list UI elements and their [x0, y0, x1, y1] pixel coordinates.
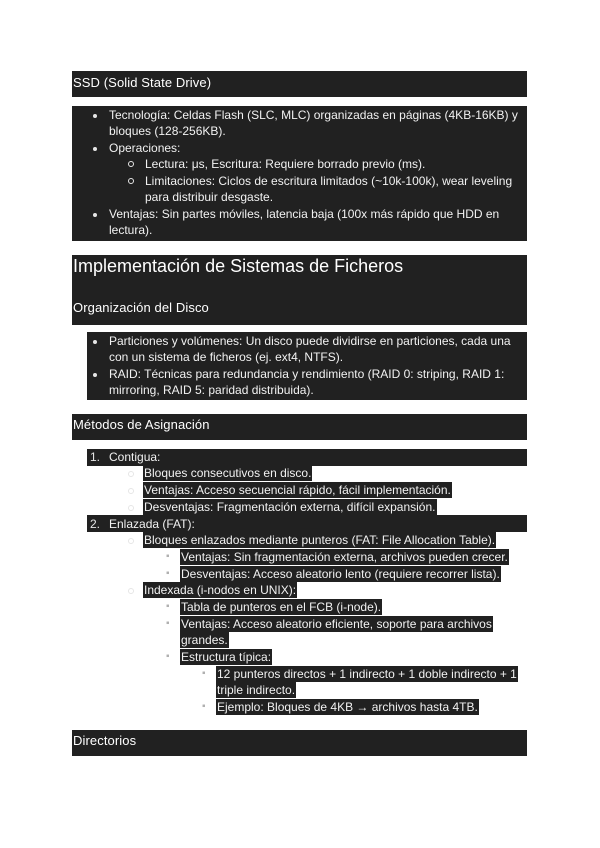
- ssd-ventajas-line2: lectura).: [109, 223, 153, 237]
- bullet-square: ▪: [166, 618, 170, 629]
- ssd-ops-limitaciones-line1: Limitaciones: Ciclos de escritura limitados (~10k-100k), wear leveling: [145, 174, 513, 188]
- contigua-ventajas: Ventajas: Acceso secuencial rápido, fácil implementación.: [144, 483, 451, 497]
- bullet-square: ▪: [202, 701, 206, 712]
- bullet-square: ▪: [166, 568, 170, 579]
- org-particiones-line1: Particiones y volúmenes: Un disco puede dividirse en particiones, cada una: [109, 334, 511, 348]
- impl-heading: Implementación de Sistemas de Ficheros: [73, 256, 404, 276]
- bullet-circle: [128, 538, 134, 544]
- bullet-circle: [128, 588, 134, 594]
- ssd-ops: Operaciones:: [109, 141, 181, 155]
- directorios-heading: Directorios: [73, 733, 137, 748]
- org-particiones-line2: con un sistema de ficheros (ej. ext4, NTFS).: [109, 350, 344, 364]
- bullet-circle: [128, 471, 134, 477]
- ssd-tech-line2: bloques (128-256KB).: [109, 124, 226, 138]
- indexada-ventajas-line2: grandes.: [181, 633, 228, 647]
- indexada-estructura: Estructura típica:: [181, 650, 272, 664]
- bullet-dot: [93, 147, 97, 151]
- bullet-square: ▪: [202, 668, 206, 679]
- enlazada-desventajas: Desventajas: Acceso aleatorio lento (requiere recorrer lista).: [181, 567, 500, 581]
- bullet-dot: [93, 213, 97, 217]
- indexada-ejemplo: Ejemplo: Bloques de 4KB → archivos hasta 4TB.: [217, 700, 478, 714]
- indexada-punteros-line2: triple indirecto.: [217, 683, 296, 697]
- enlazada-ventajas: Ventajas: Sin fragmentación externa, archivos pueden crecer.: [181, 550, 508, 564]
- indexada-punteros-line1: 12 punteros directos + 1 indirecto + 1 doble indirecto + 1: [217, 667, 517, 681]
- bullet-circle: [128, 178, 134, 184]
- org-raid-line2: mirroring, RAID 5: paridad distribuida).: [109, 383, 314, 397]
- bullet-dot: [93, 114, 97, 118]
- indexada-label: Indexada (i-nodos en UNIX):: [144, 583, 297, 597]
- ssd-ventajas-line1: Ventajas: Sin partes móviles, latencia baja (100x más rápido que HDD en: [109, 207, 500, 221]
- bullet-circle: [128, 161, 134, 167]
- bullet-dot: [93, 373, 97, 377]
- enlazada-label: Enlazada (FAT):: [109, 517, 195, 531]
- ssd-heading: SSD (Solid State Drive): [73, 75, 212, 90]
- contigua-bloques: Bloques consecutivos en disco.: [144, 466, 312, 480]
- org-heading: Organización del Disco: [73, 300, 209, 315]
- ssd-ops-limitaciones-line2: para distribuir desgaste.: [145, 190, 274, 204]
- bullet-circle: [128, 488, 134, 494]
- list-number: 1.: [90, 450, 101, 464]
- directorios-heading-bar: [72, 730, 527, 756]
- bullet-dot: [93, 340, 97, 344]
- list-number: 2.: [90, 517, 101, 531]
- bullet-square: ▪: [166, 551, 170, 562]
- indexada-tabla: Tabla de punteros en el FCB (i-node).: [181, 600, 382, 614]
- bullet-square: ▪: [166, 601, 170, 612]
- ssd-ops-lectura: Lectura: μs, Escritura: Requiere borrado previo (ms).: [145, 157, 426, 171]
- contigua-label: Contigua:: [109, 450, 161, 464]
- metodos-heading: Métodos de Asignación: [73, 417, 210, 432]
- ssd-tech-line1: Tecnología: Celdas Flash (SLC, MLC) organizadas en páginas (4KB-16KB) y: [109, 108, 518, 122]
- org-raid-line1: RAID: Técnicas para redundancia y rendimiento (RAID 0: striping, RAID 1:: [109, 367, 505, 381]
- bullet-circle: [128, 505, 134, 511]
- contigua-desventajas: Desventajas: Fragmentación externa, difícil expansión.: [144, 500, 436, 514]
- enlazada-bloques: Bloques enlazados mediante punteros (FAT: File Allocation Table).: [144, 533, 496, 547]
- bullet-square: ▪: [166, 651, 170, 662]
- indexada-ventajas-line1: Ventajas: Acceso aleatorio eficiente, soporte para archivos: [181, 617, 492, 631]
